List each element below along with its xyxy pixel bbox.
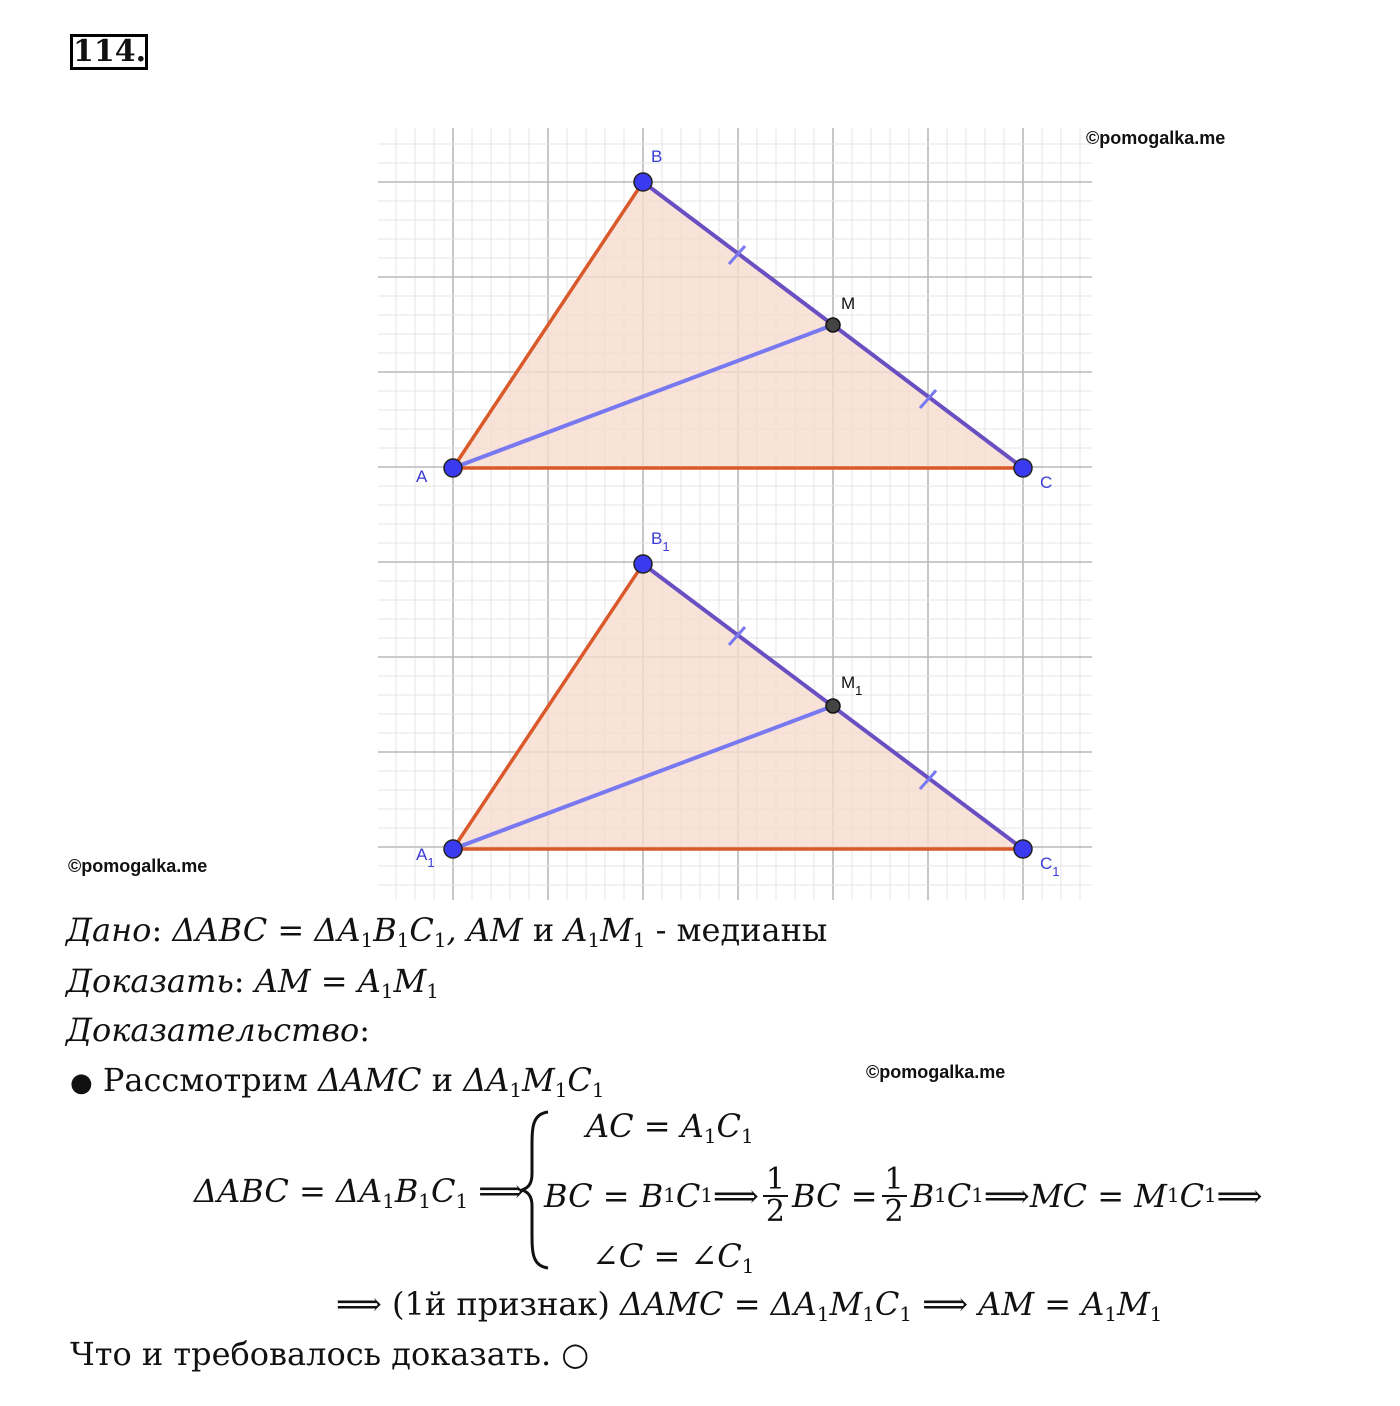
system-lhs: $\Delta ABC = \Delta A_1B_1C_1$ ⟹ [194, 1172, 525, 1213]
given-expr: $\Delta ABC = \Delta A_1B_1C_1$, AM [172, 911, 523, 952]
triangle-amc: ΔAMC [318, 1061, 422, 1099]
system-row-1: AC = $A_1C_1$ [586, 1107, 754, 1148]
given-colon: : [151, 911, 163, 949]
point-c [1014, 459, 1032, 477]
criterion-text: (1й признак) [392, 1285, 621, 1323]
watermark-middle: ©pomogalka.me [866, 1062, 1006, 1082]
fraction-half-1: $\frac{1}{2}$ [763, 1165, 788, 1227]
fraction-half-2: $\frac{1}{2}$ [882, 1165, 907, 1227]
given-and: и [522, 911, 565, 949]
proof-colon: : [359, 1011, 371, 1049]
label-c1: $C_1$ [1040, 854, 1060, 879]
point-c1 [1014, 840, 1032, 858]
point-m [826, 318, 840, 332]
label-c: C [1040, 473, 1053, 492]
triangle-abc [416, 147, 1052, 492]
given-expr2: $A_1M_1$ [564, 911, 646, 952]
label-a: A [416, 467, 428, 486]
prove-colon: : [233, 962, 245, 1000]
watermark-left: ©pomogalka.me [68, 856, 208, 876]
triangle-a1m1c1: $\Delta A_1M_1C_1$ [463, 1061, 605, 1102]
triangles-figure [378, 128, 1092, 900]
point-a1 [444, 840, 462, 858]
given-label: Дано [66, 911, 152, 949]
proof-line [66, 1010, 370, 1050]
given-tail: - медианы [645, 911, 828, 949]
given-line [66, 910, 827, 950]
system-row-2: BC = B 1 C 1 ⟹ $\frac{1}{2}$ BC = $\frac{1}{2}$ B 1 C 1 ⟹ MC = M 1 C 1 ⟹ [544, 1162, 1263, 1229]
prove-expr: AM = $A_1M_1$ [254, 962, 439, 1003]
point-a [444, 459, 462, 477]
label-a1: $A_1$ [416, 845, 435, 870]
point-b1 [634, 555, 652, 573]
point-b [634, 173, 652, 191]
label-b1: $B_1$ [651, 529, 670, 554]
bullet: ● [70, 1068, 93, 1098]
conclusion-expr: $\Delta AMC = \Delta A_1M_1C_1$ ⟹ AM = $A_1M_1$ [620, 1285, 1163, 1326]
label-m1: $M_1$ [841, 673, 863, 698]
prove-label: Доказать [66, 962, 234, 1000]
label-m: M [841, 294, 856, 313]
label-b: B [651, 147, 663, 166]
problem-number: 114. [70, 34, 148, 70]
system-row-3: ∠C = $\angle C_1$ [592, 1237, 755, 1278]
conclusion-arrow: ⟹ [336, 1285, 393, 1323]
consider-text: Рассмотрим [92, 1061, 319, 1099]
watermark-top: ©pomogalka.me [1086, 128, 1226, 148]
consider-line [70, 1060, 605, 1103]
consider-and: и [421, 1061, 464, 1099]
qed-line: Что и требовалось доказать. ○ [70, 1335, 590, 1373]
proof-label: Доказательство [66, 1011, 360, 1049]
conclusion-line [336, 1284, 1162, 1324]
point-m1 [826, 699, 840, 713]
prove-line [66, 961, 439, 1001]
